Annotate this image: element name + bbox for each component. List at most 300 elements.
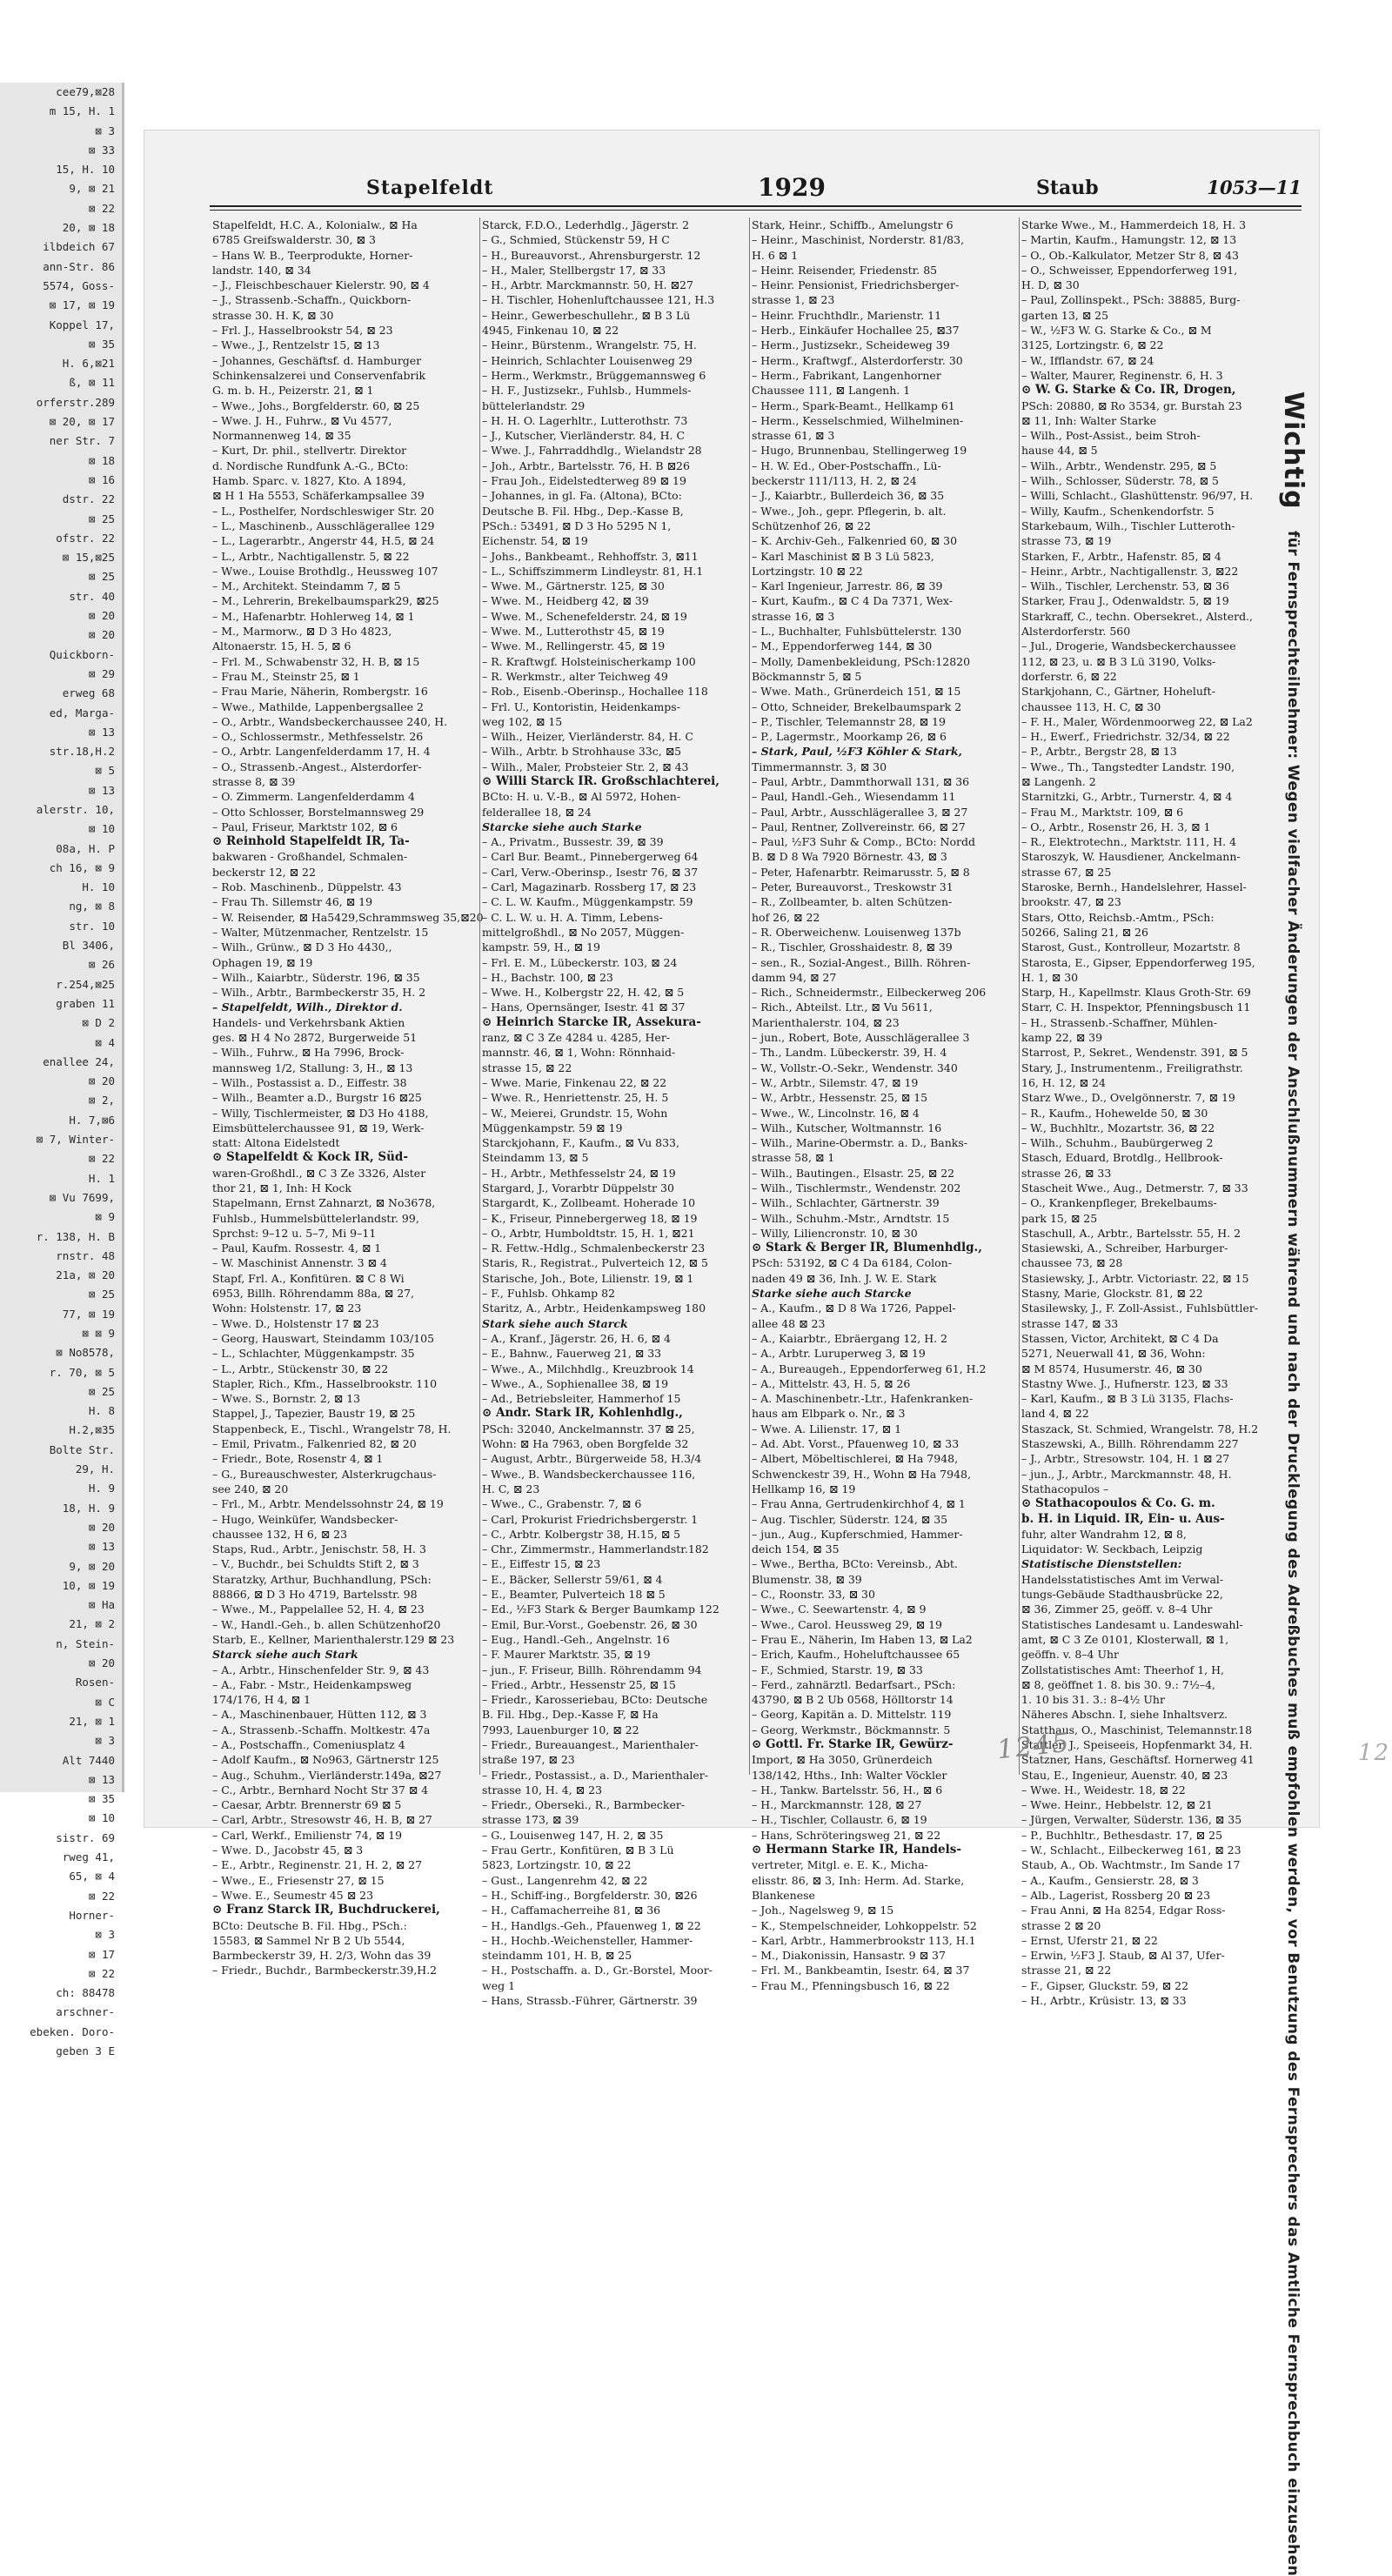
strip-line: ⊠ 13	[88, 1772, 115, 1786]
directory-entry: – W., Ifflandstr. 67, ⊠ 24	[1021, 353, 1154, 367]
directory-entry: – A., Arbtr., Hinschenfelder Str. 9, ⊠ 43	[212, 1663, 430, 1676]
directory-entry: Starke Wwe., M., Hammerdeich 18, H. 3	[1021, 218, 1247, 231]
directory-entry: – O., Arbtr., Wandsbeckerchaussee 240, H.	[212, 714, 448, 728]
directory-entry: – Wilh., Maler, Probsteier Str. 2, ⊠ 43	[482, 759, 689, 773]
directory-entry: Schwenckestr 39, H., Wohn ⊠ Ha 7948,	[752, 1467, 971, 1481]
directory-entry: Stassen, Victor, Architekt, ⊠ C 4 Da	[1021, 1331, 1219, 1345]
directory-entry: Starck, F.D.O., Lederhdlg., Jägerstr. 2	[482, 218, 690, 231]
directory-entry: – A. Maschinenbetr.-Ltr., Hafenkranken-	[752, 1392, 974, 1406]
strip-line: ⊠ 13	[88, 1540, 115, 1554]
directory-entry: PSch: 20880, ⊠ Ro 3534, gr. Burstah 23	[1021, 398, 1242, 412]
directory-entry: – Wwe. S., Bornstr. 2, ⊠ 13	[212, 1392, 361, 1406]
directory-entry: elisstr. 86, ⊠ 3, Inh: Herm. Ad. Starke,	[752, 1873, 965, 1887]
directory-entry: – Chr., Zimmermstr., Hammerlandstr.182	[482, 1542, 709, 1556]
directory-entry: Starp, H., Kapellmstr. Klaus Groth-Str. 69	[1021, 986, 1251, 1000]
strip-line: ⊠ ⊠ 9	[82, 1327, 115, 1340]
directory-entry: – Frau Th. Sillemstr 46, ⊠ 19	[212, 895, 373, 909]
directory-entry: – Wilh., Heizer, Vierländerstr. 84, H. C	[482, 730, 693, 744]
directory-entry: – W., Arbtr., Hessenstr. 25, ⊠ 15	[752, 1091, 928, 1105]
business-entry: ⊙ Franz Starck IR, Buchdruckerei,	[212, 1903, 440, 1917]
directory-entry: – P., Buchhltr., Bethesdastr. 17, ⊠ 25	[1021, 1828, 1223, 1842]
directory-entry: chaussee 113, H. C, ⊠ 30	[1021, 699, 1161, 713]
directory-entry: – M., Lehrerin, Brekelbaumspark29, ⊠25	[212, 594, 439, 608]
directory-entry: strasse 8, ⊠ 39	[212, 774, 296, 788]
directory-entry: – Paul, ½F3 Suhr & Comp., BCto: Nordd	[752, 835, 975, 849]
directory-entry: – Wwe., Johs., Borgfelderstr. 60, ⊠ 25	[212, 398, 420, 412]
directory-entry: – Ad. Abt. Vorst., Pfauenweg 10, ⊠ 33	[752, 1437, 960, 1451]
column-3	[752, 217, 1014, 1992]
directory-entry: – Caesar, Arbtr. Brennerstr 69 ⊠ 5	[212, 1798, 402, 1812]
directory-entry: – G., Schmied, Stückenstr 59, H C	[482, 233, 670, 247]
directory-entry: – Hans, Opernsänger, Isestr. 41 ⊠ 37	[482, 1000, 686, 1014]
strip-line: ⊠ D 2	[82, 1016, 115, 1030]
cross-reference-entry: – Stapelfeldt, Wilh., Direktor d.	[212, 1000, 403, 1014]
directory-entry: – R., Tischler, Grosshaidestr. 8, ⊠ 39	[752, 940, 953, 954]
directory-entry: – Frau Anni, ⊠ Ha 8254, Edgar Ross-	[1021, 1904, 1226, 1917]
directory-entry: land 4, ⊠ 22	[1021, 1407, 1089, 1421]
strip-line: r. 70, ⊠ 5	[49, 1365, 115, 1379]
directory-entry: – Heinr., Bürstenm., Wrangelstr. 75, H.	[482, 338, 697, 352]
strip-line: ⊠ C	[95, 1695, 115, 1709]
directory-entry: – F., Schmied, Starstr. 19, ⊠ 33	[752, 1663, 923, 1676]
directory-entry: – Gust., Langenrehm 42, ⊠ 22	[482, 1873, 648, 1887]
directory-entry: – Aug., Schuhm., Vierländerstr.149a, ⊠27	[212, 1768, 442, 1782]
directory-entry: strasse 173, ⊠ 39	[482, 1813, 579, 1827]
directory-entry: ges. ⊠ H 4 No 2872, Burgerweide 51	[212, 1031, 418, 1045]
directory-entry: – Wilh., Schuhm., Baubürgerweg 2	[1021, 1136, 1214, 1150]
directory-entry: waren-Großhdl., ⊠ C 3 Ze 3326, Alster	[212, 1166, 426, 1180]
directory-entry: – Heinr. Pensionist, Friedrichsberger-	[752, 278, 960, 292]
strip-line: ch: 88478	[56, 1986, 115, 2000]
strip-line: ⊠ 25	[88, 1288, 115, 1301]
directory-entry: – A., Privatm., Bussestr. 39, ⊠ 39	[482, 835, 664, 849]
directory-entry: Marienthalerstr. 104, ⊠ 23	[752, 1015, 900, 1029]
directory-entry: – Wwe., Bertha, BCto: Vereinsb., Abt.	[752, 1557, 958, 1571]
directory-entry: – Wwe. J. H., Fuhrw., ⊠ Vu 4577,	[212, 413, 392, 427]
strip-line: ⊠ Ha	[88, 1598, 115, 1612]
directory-entry: H. 1, ⊠ 30	[1021, 970, 1079, 984]
directory-entry: Altonaerstr. 15, H. 5, ⊠ 6	[212, 639, 351, 653]
directory-entry: park 15, ⊠ 25	[1021, 1211, 1098, 1225]
directory-entry: – Herm., Kesselschmied, Wilhelminen-	[752, 413, 964, 427]
directory-page	[144, 130, 1391, 2576]
directory-entry: – A., Kaiarbtr., Ebräergang 12, H. 2	[752, 1331, 947, 1345]
directory-entry: statt: Altona Eidelstedt	[212, 1136, 340, 1150]
strip-line: ch 16, ⊠ 9	[49, 860, 115, 874]
directory-entry: tungs-Gebäude Stadthausbrücke 22,	[1021, 1588, 1223, 1602]
directory-entry: – A., Fabr. - Mstr., Heidenkampsweg	[212, 1677, 412, 1691]
directory-entry: Stapelfeldt, H.C. A., Kolonialw., ⊠ Ha	[212, 218, 418, 231]
directory-entry: – Wilh., Schlosser, Süderstr. 78, ⊠ 5	[1021, 474, 1219, 488]
directory-entry: – M., Diakonissin, Hansastr. 9 ⊠ 37	[752, 1949, 946, 1963]
directory-entry: – Alb., Lagerist, Rossberg 20 ⊠ 23	[1021, 1888, 1211, 1902]
directory-entry: 16, H. 12, ⊠ 24	[1021, 1075, 1106, 1089]
directory-entry: kampstr. 59, H., ⊠ 19	[482, 940, 600, 954]
directory-entry: – Wilh., Arbtr. b Strohhause 33c, ⊠5	[482, 745, 682, 759]
column-divider	[1019, 217, 1020, 1775]
directory-entry: – Georg, Werkmstr., Böckmannstr. 5	[752, 1723, 951, 1736]
directory-entry: – L., Lagerarbtr., Angerstr 44, H.5, ⊠ 24	[212, 534, 435, 548]
directory-entry: – Wwe., Th., Tangstedter Landstr. 190,	[1021, 759, 1235, 773]
directory-entry: – Ernst, Uferstr 21, ⊠ 22	[1021, 1933, 1158, 1947]
directory-entry: – Frl. J., Hasselbrookstr 54, ⊠ 23	[212, 324, 393, 338]
column-2	[482, 217, 745, 2008]
strip-line: ⊠ 4	[95, 1035, 115, 1049]
cross-reference-entry: Stark siehe auch Starck	[482, 1316, 628, 1330]
directory-entry: – Wilh., Schuhm.-Mstr., Arndtstr. 15	[752, 1211, 950, 1225]
directory-entry: – Frau Gertr., Konfitüren, ⊠ B 3 Lü	[482, 1843, 674, 1857]
directory-entry: strasse 147, ⊠ 33	[1021, 1316, 1119, 1330]
directory-entry: – O., Schweisser, Eppendorferweg 191,	[1021, 263, 1238, 277]
directory-entry: – Wwe. M., Rellingerstr. 45, ⊠ 19	[482, 639, 666, 653]
directory-entry: – Wwe. D., Jacobstr 45, ⊠ 3	[212, 1843, 364, 1857]
strip-line: sistr. 69	[56, 1830, 115, 1844]
directory-entry: – Th., Landm. Lübeckerstr. 39, H. 4	[752, 1046, 947, 1060]
strip-line: rnstr. 48	[56, 1248, 115, 1262]
directory-entry: Stary, J., Instrumentenm., Freiligrathstr.	[1021, 1061, 1243, 1074]
directory-entry: – Wilh., Tischlermstr., Wendenstr. 202	[752, 1181, 961, 1194]
directory-entry: – O. Zimmerm. Langenfelderdamm 4	[212, 790, 415, 804]
directory-entry: Staub, A., Ob. Wachtmstr., Im Sande 17	[1021, 1858, 1241, 1872]
directory-entry: – O., Strassenb.-Angest., Alsterdorfer-	[212, 759, 422, 773]
directory-entry: see 240, ⊠ 20	[212, 1482, 289, 1495]
directory-entry: 174/176, H 4, ⊠ 1	[212, 1693, 311, 1707]
directory-entry: Stappel, J., Tapezier, Baustr 19, ⊠ 25	[212, 1407, 416, 1421]
directory-entry: – Albert, Möbeltischlerei, ⊠ Ha 7948,	[752, 1452, 959, 1466]
directory-entry: – Herm., Werkmstr., Brüggemannsweg 6	[482, 368, 706, 382]
directory-entry: ⊠ 36, Zimmer 25, geöff. v. 8–4 Uhr	[1021, 1602, 1213, 1616]
strip-line: ner Str. 7	[49, 434, 115, 448]
directory-entry: – Wilh., Tischler, Lerchenstr. 53, ⊠ 36	[1021, 579, 1229, 593]
directory-entry: Statzner, Hans, Geschäftsf. Hornerweg 41	[1021, 1753, 1255, 1767]
directory-entry: – Wwe. R., Henriettenstr. 25, H. 5	[482, 1091, 669, 1105]
strip-line: 21a, ⊠ 20	[56, 1268, 115, 1282]
directory-entry: – A., Kaufm., ⊠ D 8 Wa 1726, Pappel-	[752, 1301, 956, 1315]
strip-line: ⊠ 22	[88, 201, 115, 215]
directory-entry: – P., Arbtr., Bergstr 28, ⊠ 13	[1021, 745, 1177, 759]
strip-line: ⊠ 10	[88, 1811, 115, 1825]
directory-entry: Starrost, P., Sekret., Wendenstr. 391, ⊠ 5	[1021, 1046, 1248, 1060]
strip-line: str. 10	[69, 919, 115, 933]
directory-entry: kamp 22, ⊠ 39	[1021, 1031, 1103, 1045]
directory-entry: – Martin, Kaufm., Hamungstr. 12, ⊠ 13	[1021, 233, 1237, 247]
strip-line: ⊠ 17	[88, 1947, 115, 1961]
directory-entry: Starkraff, C., techn. Obersekret., Alsterd.,	[1021, 609, 1254, 623]
strip-line: 18, H. 9	[62, 1501, 115, 1515]
column-4	[1021, 217, 1282, 2008]
cross-reference-entry: Starke siehe auch Starcke	[752, 1287, 912, 1301]
directory-entry: strasse 61, ⊠ 3	[752, 429, 835, 443]
directory-entry: – R., Zollbeamter, b. alten Schützen-	[752, 895, 953, 909]
strip-line: 77, ⊠ 19	[62, 1307, 115, 1321]
directory-entry: – Friedr., Buchdr., Barmbeckerstr.39,H.2	[212, 1964, 438, 1977]
strip-line: ⊠ 20	[88, 1074, 115, 1088]
directory-entry: – G., Louisenweg 147, H. 2, ⊠ 35	[482, 1828, 664, 1842]
directory-entry: – R., Elektrotechn., Marktstr. 111, H. 4	[1021, 835, 1237, 849]
strip-line: ß, ⊠ 11	[69, 376, 115, 390]
directory-entry: – W., Arbtr., Silemstr. 47, ⊠ 19	[752, 1075, 919, 1089]
directory-entry: – K., Friseur, Pinnebergerweg 18, ⊠ 19	[482, 1211, 698, 1225]
directory-entry: fuhr, alter Wandrahm 12, ⊠ 8,	[1021, 1527, 1187, 1541]
directory-entry: – H., Bureauvorst., Ahrensburgerstr. 12	[482, 248, 701, 262]
directory-entry: chaussee 132, H 6, ⊠ 23	[212, 1527, 348, 1541]
directory-entry: büttelerlandstr. 29	[482, 398, 586, 412]
directory-entry: – Paul, Friseur, Marktstr 102, ⊠ 6	[212, 820, 398, 833]
directory-entry: – Herm., Fabrikant, Langenhorner	[752, 368, 941, 382]
directory-entry: – Herm., Justizsekr., Scheideweg 39	[752, 338, 950, 352]
directory-entry: – L., Arbtr., Nachtigallenstr. 5, ⊠ 22	[212, 549, 410, 563]
directory-entry: – Paul, Arbtr., Ausschlägerallee 3, ⊠ 27	[752, 805, 968, 819]
cross-reference-entry: Starck siehe auch Stark	[212, 1648, 358, 1662]
strip-line: ⊠ 17, ⊠ 19	[49, 298, 115, 312]
directory-entry: straße 197, ⊠ 23	[482, 1753, 575, 1767]
strip-line: 21, ⊠ 1	[69, 1714, 115, 1728]
directory-entry: strasse 58, ⊠ 1	[752, 1151, 835, 1165]
directory-entry: – Hans W. B., Teerprodukte, Horner-	[212, 248, 413, 262]
directory-entry: – Wwe., Joh., gepr. Pflegerin, b. alt.	[752, 504, 947, 518]
directory-entry: – Herm., Spark-Beamt., Hellkamp 61	[752, 398, 955, 412]
strip-line: ⊠ No8578,	[56, 1346, 115, 1360]
directory-entry: – Frl. E. M., Lübeckerstr. 103, ⊠ 24	[482, 955, 678, 969]
directory-entry: Starkjohann, C., Gärtner, Hoheluft-	[1021, 685, 1215, 699]
directory-entry: – Carl Bur. Beamt., Pinnebergerweg 64	[482, 850, 699, 864]
directory-entry: – Joh., Nagelsweg 9, ⊠ 15	[752, 1904, 894, 1917]
directory-entry: – A., Bureaugeh., Eppendorferweg 61, H.2	[752, 1362, 987, 1375]
directory-entry: Stapelmann, Ernst Zahnarzt, ⊠ No3678,	[212, 1196, 436, 1210]
notice-text-block	[1278, 391, 1308, 2576]
directory-entry: – Wilh., Fuhrw., ⊠ Ha 7996, Brock-	[212, 1046, 405, 1060]
directory-entry: – Molly, Damenbekleidung, PSch:12820	[752, 654, 971, 668]
directory-entry: – F., Gipser, Gluckstr. 59, ⊠ 22	[1021, 1978, 1189, 1992]
directory-entry: 1. 10 bis 31. 3.: 8–4½ Uhr	[1021, 1693, 1165, 1707]
directory-entry: – Frl. U., Kontoristin, Heidenkamps-	[482, 699, 680, 713]
directory-entry: Staps, Rud., Arbtr., Jenischstr. 58, H. 3	[212, 1542, 426, 1556]
directory-entry: 138/142, Hths., Inh: Walter Vöckler	[752, 1768, 947, 1782]
directory-entry: Stargard, J., Vorarbtr Düppelstr 30	[482, 1181, 674, 1194]
directory-entry: – J., Kaiarbtr., Bullerdeich 36, ⊠ 35	[752, 489, 945, 503]
directory-entry: – Ferd., zahnärztl. Bedarfsart., PSch:	[752, 1677, 956, 1691]
strip-line: ⊠ 2,	[88, 1094, 115, 1107]
strip-line: ⊠ 18	[88, 453, 115, 467]
strip-line: orferstr.289	[36, 395, 115, 409]
directory-entry: Timmermannstr. 3, ⊠ 30	[752, 759, 887, 773]
directory-entry: B. ⊠ D 8 Wa 7920 Börnestr. 43, ⊠ 3	[752, 850, 947, 864]
directory-entry: – Paul, Handl.-Geh., Wiesendamm 11	[752, 790, 956, 804]
directory-entry: – L., Maschinenb., Ausschlägerallee 129	[212, 519, 435, 532]
directory-entry: – Fried., Arbtr., Hessenstr 25, ⊠ 15	[482, 1677, 676, 1691]
directory-entry: – Wilh., Post-Assist., beim Stroh-	[1021, 429, 1201, 443]
directory-entry: – Rich., Abteilst. Ltr., ⊠ Vu 5611,	[752, 1000, 933, 1014]
directory-entry: thor 21, ⊠ 1, Inh: H Kock	[212, 1181, 351, 1194]
directory-entry: – Kurt, Kaufm., ⊠ C 4 Da 7371, Wex-	[752, 594, 953, 608]
directory-entry: – sen., R., Sozial-Angest., Billh. Röhren-	[752, 955, 971, 969]
directory-entry: – R., Kaufm., Hohewelde 50, ⊠ 30	[1021, 1106, 1208, 1120]
directory-entry: – O., Krankenpfleger, Brekelbaums-	[1021, 1196, 1217, 1210]
strip-line: Bl 3406,	[62, 939, 115, 953]
directory-entry: – O., Ob.-Kalkulator, Metzer Str 8, ⊠ 43	[1021, 248, 1240, 262]
handwritten-mark: 12	[1358, 1740, 1391, 1766]
directory-entry: – Peter, Bureauvorst., Treskowstr 31	[752, 880, 954, 894]
directory-entry: H. C, ⊠ 23	[482, 1482, 540, 1495]
directory-entry: – Johannes, Geschäftsf. d. Hamburger	[212, 353, 422, 367]
directory-entry: strasse 21, ⊠ 22	[1021, 1964, 1112, 1977]
strip-line: 15, H. 10	[56, 163, 115, 177]
directory-entry: Staritz, A., Arbtr., Heidenkampsweg 180	[482, 1301, 706, 1315]
strip-line: H. 10	[82, 880, 115, 894]
directory-entry: Starker, Frau J., Odenwaldstr. 5, ⊠ 19	[1021, 594, 1229, 608]
directory-entry: – Carl, Arbtr., Stresowstr 46, H. B, ⊠ 27	[212, 1813, 432, 1827]
directory-entry: – Heinr. Fruchthdlr., Marienstr. 11	[752, 308, 942, 322]
directory-entry: – W. Maschinist Annenstr. 3 ⊠ 4	[212, 1256, 387, 1270]
directory-entry: G. m. b. H., Peizerstr. 21, ⊠ 1	[212, 384, 374, 398]
strip-line: ⊠ 16	[88, 472, 115, 486]
directory-entry: – Frau Anna, Gertrudenkirchhof 4, ⊠ 1	[752, 1497, 966, 1511]
strip-line: H. 6,⊠21	[62, 357, 115, 371]
directory-entry: steindamm 101, H. B, ⊠ 25	[482, 1949, 632, 1963]
directory-entry: – Joh., Arbtr., Bartelsstr. 76, H. B ⊠26	[482, 458, 690, 472]
directory-entry: – A., Mittelstr. 43, H. 5, ⊠ 26	[752, 1376, 911, 1390]
directory-entry: – Herm., Kraftwgf., Alsterdorferstr. 30	[752, 353, 963, 367]
directory-entry: Stapler, Rich., Kfm., Hasselbrookstr. 110	[212, 1376, 438, 1390]
directory-entry: – K., Stempelschneider, Lohkoppelstr. 52	[752, 1918, 977, 1932]
directory-entry: ⊠ Langenh. 2	[1021, 774, 1096, 788]
cross-reference-entry: – Stark, Paul, ½F3 Köhler & Stark,	[752, 745, 962, 759]
directory-entry: Starosta, E., Gipser, Eppendorferweg 195,	[1021, 955, 1255, 969]
directory-entry: – Paul, Kaufm. Rossestr. 4, ⊠ 1	[212, 1241, 382, 1255]
directory-entry: Liquidator: W. Seckbach, Leipzig	[1021, 1542, 1203, 1556]
directory-entry: – Frau M., Steinstr 25, ⊠ 1	[212, 669, 360, 683]
directory-entry: – A., Strassenb.-Schaffn. Moltkestr. 47a	[212, 1723, 431, 1736]
directory-entry: – H., Ewerf., Friedrichstr. 32/34, ⊠ 22	[1021, 730, 1230, 744]
directory-entry: – Karl Ingenieur, Jarrestr. 86, ⊠ 39	[752, 579, 943, 593]
directory-entry: – Rob., Eisenb.-Oberinsp., Hochallee 118	[482, 685, 708, 699]
directory-entry: – Carl, Werkf., Emilienstr 74, ⊠ 19	[212, 1828, 403, 1842]
directory-entry: Hamb. Sparc. v. 1827, Kto. A 1894,	[212, 474, 406, 488]
directory-entry: BCto: H. u. V.-B., ⊠ Al 5972, Hohen-	[482, 790, 681, 804]
directory-entry: – V., Buchdr., bei Schuldts Stift 2, ⊠ 3	[212, 1557, 419, 1571]
strip-line: graben 11	[56, 996, 115, 1010]
strip-line: ed, Marga-	[49, 706, 115, 719]
strip-line: ⊠ 35	[88, 337, 115, 351]
directory-entry: – Heinr., Gewerbeschullehr., ⊠ B 3 Lü	[482, 308, 691, 322]
strip-line: enallee 24,	[43, 1054, 115, 1068]
directory-entry: – Wwe., W., Lincolnstr. 16, ⊠ 4	[752, 1106, 920, 1120]
directory-entry: – Wwe. M., Gärtnerstr. 125, ⊠ 30	[482, 579, 665, 593]
strip-line: Bolte Str.	[49, 1442, 115, 1456]
directory-entry: – Carl, Verw.-Oberinsp., Isestr 76, ⊠ 37	[482, 865, 699, 879]
directory-entry: 50266, Saling 21, ⊠ 26	[1021, 925, 1148, 939]
directory-entry: – Aug. Tischler, Süderstr. 124, ⊠ 35	[752, 1512, 948, 1526]
directory-entry: naden 49 ⊠ 36, Inh. J. W. E. Stark	[752, 1271, 937, 1285]
directory-entry: – A., Postschaffn., Comeniusplatz 4	[212, 1737, 405, 1751]
directory-entry: – Emil, Bur.-Vorst., Goebenstr. 26, ⊠ 30	[482, 1617, 698, 1631]
directory-entry: – Heinrich, Schlachter Louisenweg 29	[482, 353, 693, 367]
directory-entry: strasse 73, ⊠ 19	[1021, 534, 1112, 548]
business-entry: ⊙ Stapelfeldt & Kock IR, Süd-	[212, 1150, 408, 1165]
directory-entry: – Rob. Maschinenb., Düppelstr. 43	[212, 880, 402, 894]
previous-page-strip	[0, 83, 124, 2057]
directory-entry: Handels- und Verkehrsbank Aktien	[212, 1015, 405, 1029]
directory-entry: Stasiewski, A., Schreiber, Harburger-	[1021, 1241, 1228, 1255]
directory-entry: Stasiewsky, J., Arbtr. Victoriastr. 22, ⊠ 15	[1021, 1271, 1249, 1285]
directory-entry: ⊠ 11, Inh: Walter Starke	[1021, 413, 1157, 427]
directory-entry: – Hugo, Weinküfer, Wandsbecker-	[212, 1512, 398, 1526]
directory-entry: – E., Bahnw., Fauerweg 21, ⊠ 33	[482, 1347, 662, 1361]
directory-entry: – Friedr., Karosseriebau, BCto: Deutsche	[482, 1693, 708, 1707]
strip-line: 29, H.	[75, 1462, 115, 1476]
directory-entry: – O., Schlossermstr., Methfesselstr. 26	[212, 730, 424, 744]
directory-entry: Stark, Heinr., Schiffb., Amelungstr 6	[752, 218, 954, 231]
directory-entry: Müggenkampstr. 59 ⊠ 19	[482, 1121, 623, 1134]
directory-entry: beckerstr 111/113, H. 2, ⊠ 24	[752, 474, 917, 488]
directory-entry: ⊠ 8, geöffnet 1. 8. bis 30. 9.: 7½–4,	[1021, 1677, 1215, 1691]
strip-line: ⊠ 33	[88, 143, 115, 157]
directory-entry: 6785 Greifswalderstr. 30, ⊠ 3	[212, 233, 376, 247]
strip-line: str.18,H.2	[49, 745, 115, 759]
directory-entry: B. Fil. Hbg., Dep.-Kasse F, ⊠ Ha	[482, 1708, 659, 1722]
directory-entry: – H., Handlgs.-Geh., Pfauenweg 1, ⊠ 22	[482, 1918, 701, 1932]
directory-entry: – Wwe. Heinr., Hebbelstr. 12, ⊠ 21	[1021, 1798, 1213, 1812]
directory-entry: – Frau M., Marktstr. 109, ⊠ 6	[1021, 805, 1184, 819]
directory-entry: – W. Reisender, ⊠ Ha5429,Schrammsweg 35,⊠20	[212, 910, 484, 924]
directory-entry: – R. Fettw.-Hdlg., Schmalenbeckerstr 23	[482, 1241, 706, 1255]
directory-entry: – Frl., M., Arbtr. Mendelssohnstr 24, ⊠ 19	[212, 1497, 444, 1511]
directory-entry: – Ed., ½F3 Stark & Berger Baumkamp 122	[482, 1602, 719, 1616]
directory-entry: 43790, ⊠ B 2 Ub 0568, Hölltorstr 14	[752, 1693, 954, 1707]
directory-entry: – Frl. M., Schwabenstr 32, H. B, ⊠ 15	[212, 654, 420, 668]
directory-entry: strasse 10, H. 4, ⊠ 23	[482, 1783, 603, 1797]
directory-entry: – Walter, Maurer, Reginenstr. 6, H. 3	[1021, 368, 1223, 382]
directory-entry: – Heinr., Maschinist, Norderstr. 81/83,	[752, 233, 965, 247]
directory-entry: – A., Kranf., Jägerstr. 26, H. 6, ⊠ 4	[482, 1331, 671, 1345]
directory-entry: – Johs., Bankbeamt., Rehhoffstr. 3, ⊠11	[482, 549, 699, 563]
directory-entry: – Wwe., Mathilde, Lappenbergsallee 2	[212, 699, 424, 713]
directory-entry: 5823, Lortzingstr. 10, ⊠ 22	[482, 1858, 632, 1872]
directory-entry: Eichenstr. 54, ⊠ 19	[482, 534, 588, 548]
directory-entry: – Friedr., Oberseki., R., Barmbecker-	[482, 1798, 686, 1812]
directory-entry: – W., Vollstr.-O.-Sekr., Wendenstr. 340	[752, 1061, 958, 1074]
directory-entry: – O., Arbtr, Humboldtstr. 15, H. 1, ⊠21	[482, 1226, 695, 1240]
column-divider	[749, 217, 750, 1775]
directory-entry: Stargardt, K., Zollbeamt. Hoherade 10	[482, 1196, 696, 1210]
notice-title: Wichtig	[1278, 391, 1308, 510]
directory-entry: Stattler, J., Speiseeis, Hopfenmarkt 34, H.	[1021, 1737, 1253, 1751]
strip-line: ⊠ 13	[88, 725, 115, 739]
directory-entry: – H., Maler, Stellbergstr 17, ⊠ 33	[482, 263, 666, 277]
directory-entry: Lortzingstr. 10 ⊠ 22	[752, 564, 863, 578]
directory-entry: Starr, C. H. Inspektor, Pfenningsbusch 11	[1021, 1000, 1251, 1014]
directory-entry: Blankenese	[752, 1888, 815, 1902]
directory-entry: – Herb., Einkäufer Hochallee 25, ⊠37	[752, 324, 960, 338]
directory-entry: – Wwe. Math., Grünerdeich 151, ⊠ 15	[752, 685, 961, 699]
directory-entry: – E., Arbtr., Reginenstr. 21, H. 2, ⊠ 27	[212, 1858, 423, 1872]
directory-entry: Näheres Abschn. I, siehe Inhaltsverz.	[1021, 1708, 1228, 1722]
directory-entry: Schützenhof 26, ⊠ 22	[752, 519, 872, 532]
directory-entry: – Frau Marie, Näherin, Rombergstr. 16	[212, 685, 428, 699]
directory-entry: – Wwe. D., Holstenstr 17 ⊠ 23	[212, 1316, 379, 1330]
directory-entry: – M., Marmorw., ⊠ D 3 Ho 4823,	[212, 625, 392, 639]
directory-entry: – Wilh., Marine-Obermstr. a. D., Banks-	[752, 1136, 967, 1150]
strip-line: 21, ⊠ 2	[69, 1617, 115, 1631]
strip-line: ann-Str. 86	[43, 259, 115, 273]
directory-entry: – Ad., Betriebsleiter, Hammerhof 15	[482, 1392, 681, 1406]
directory-entry: – Walter, Mützenmacher, Rentzelstr. 15	[212, 925, 429, 939]
strip-line: alerstr. 10,	[36, 802, 115, 816]
directory-entry: – C. L. W. u. H. A. Timm, Lebens-	[482, 910, 663, 924]
directory-entry: – M., Hafenarbtr. Hohlerweg 14, ⊠ 1	[212, 609, 415, 623]
directory-entry: weg 1	[482, 1978, 516, 1992]
directory-entry: Staschull, A., Arbtr., Bartelsstr. 55, H. 2	[1021, 1226, 1241, 1240]
